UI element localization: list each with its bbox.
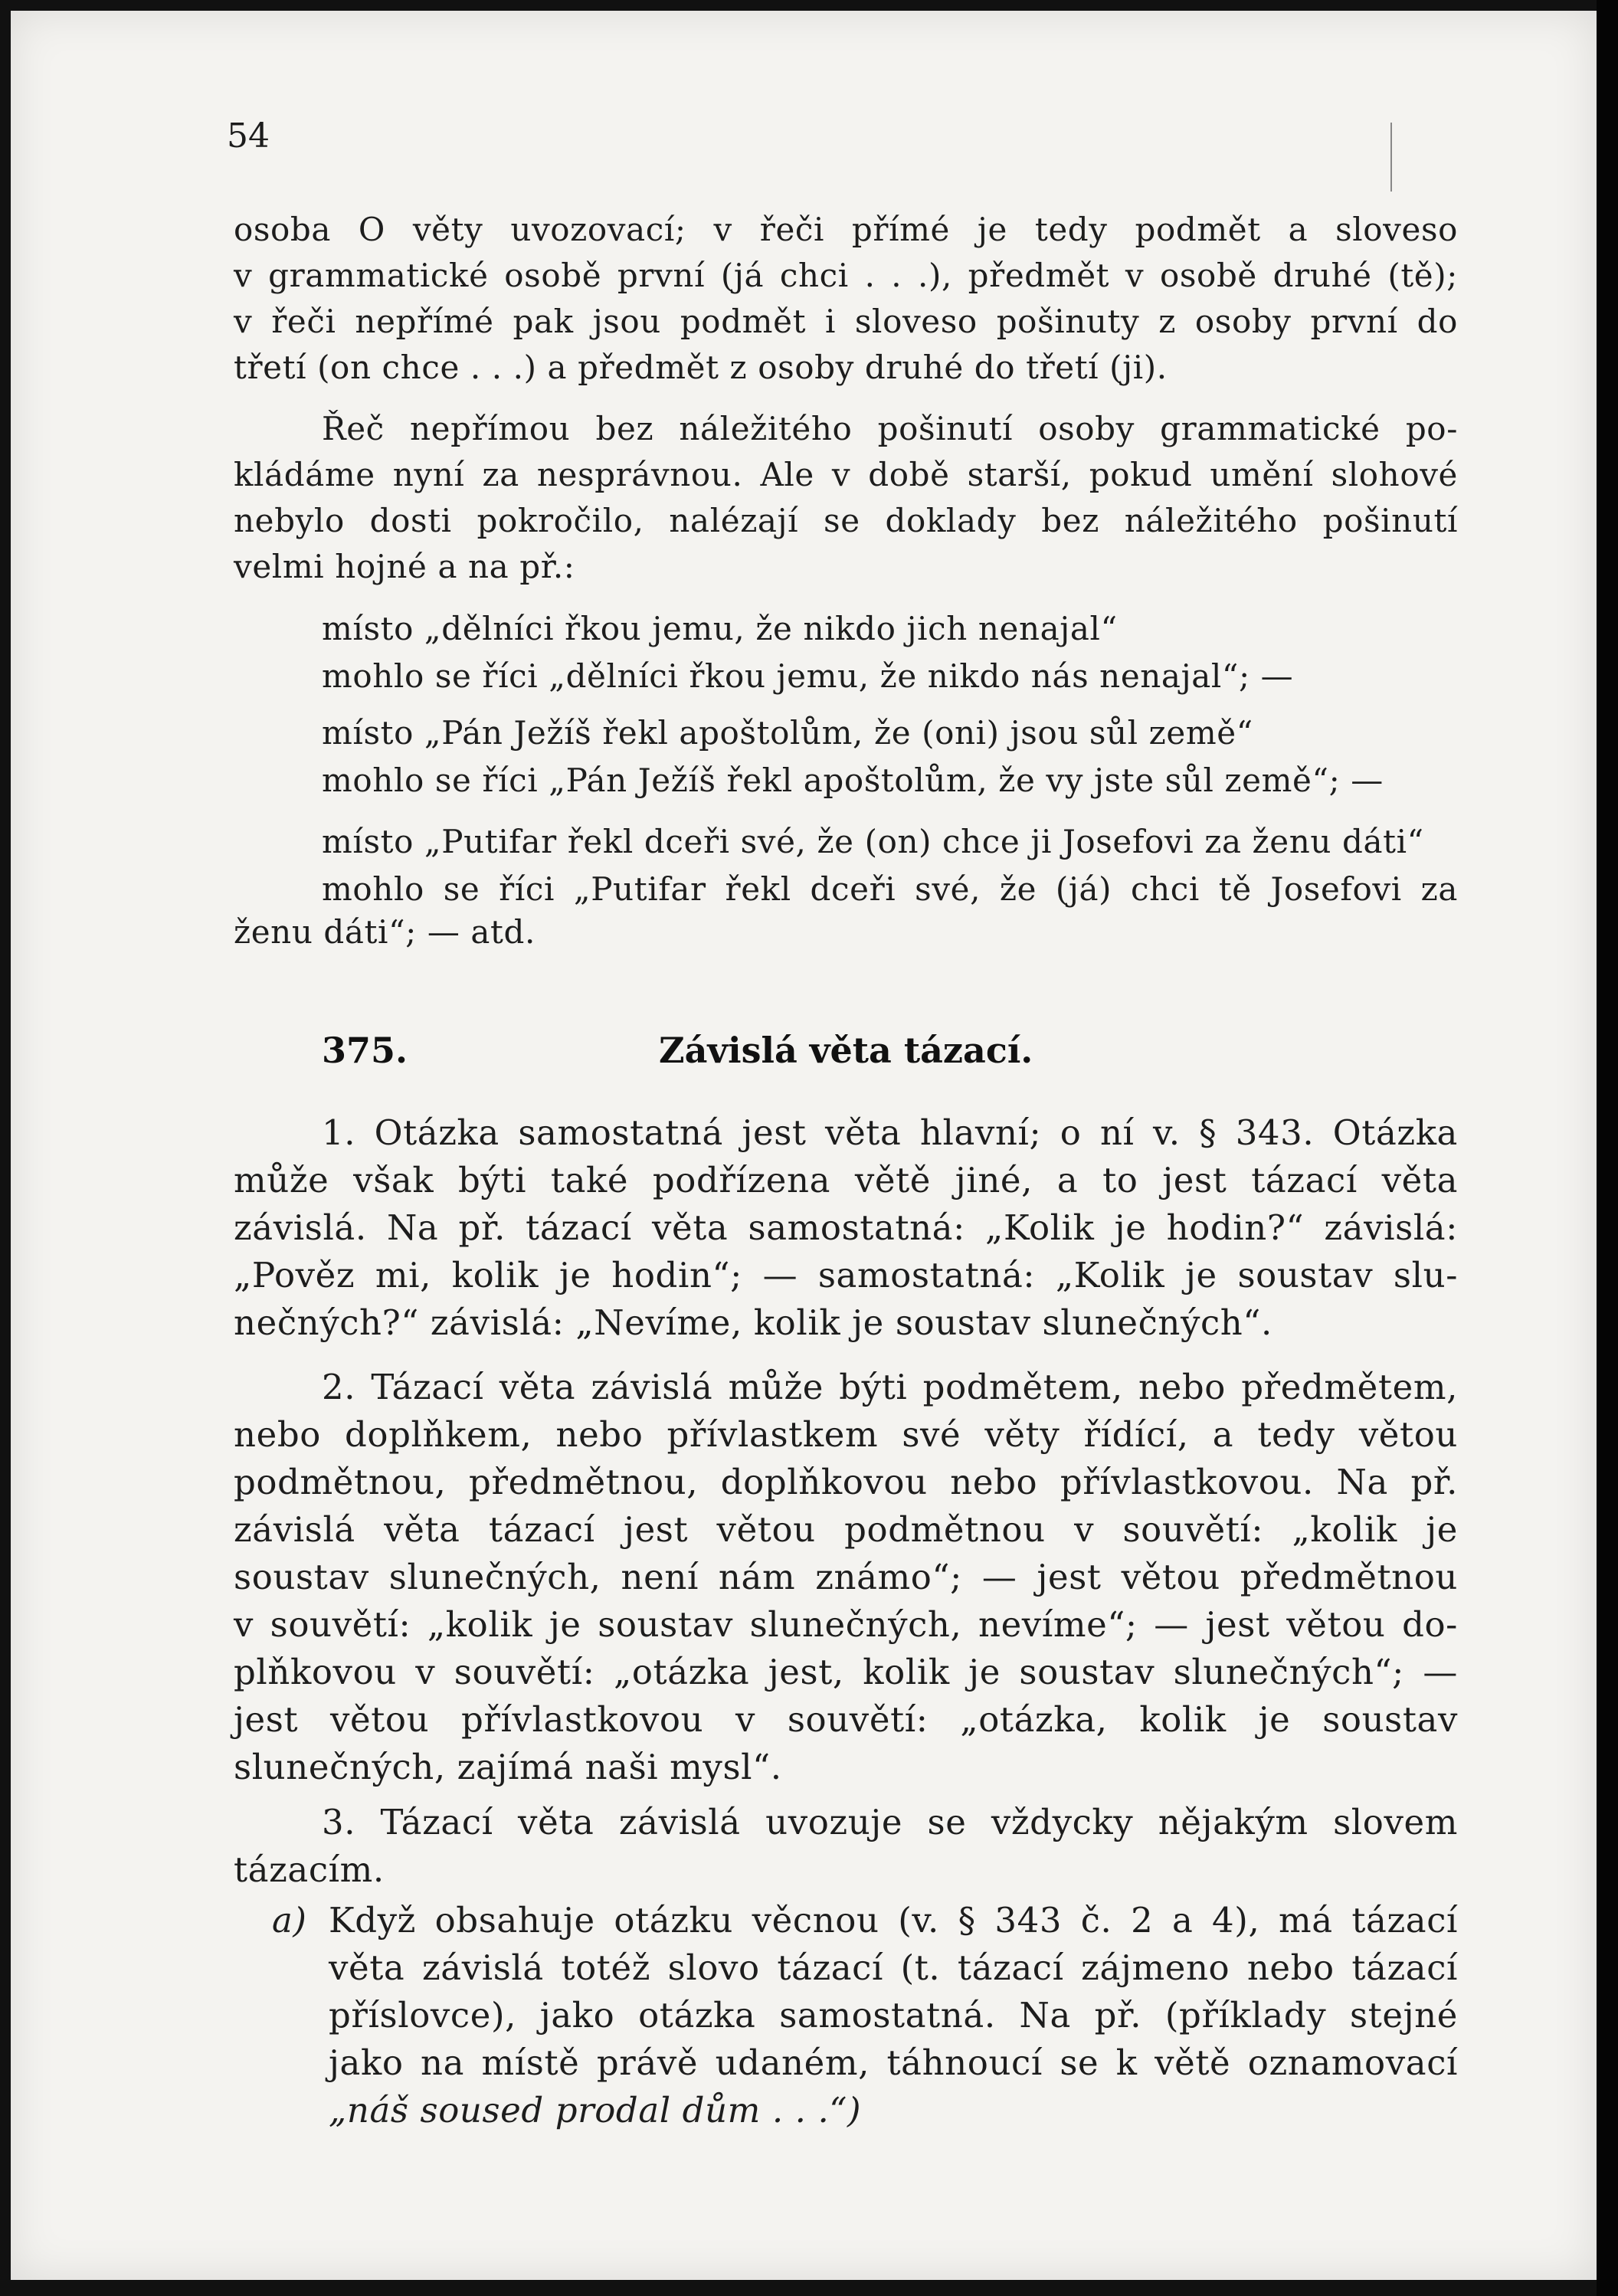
text-line: soustav slunečných, není nám známo“; — jest větou předmětnou (234, 1557, 1458, 1597)
example-1 (322, 605, 1458, 700)
text-line: závislá. Na př. tázací věta samostatná: „Kolik je hodin?“ závislá: (234, 1207, 1458, 1248)
example-line: mohlo se říci „Pán Ježíš řekl apoštolům, že vy jste sůl země“; — (322, 762, 1384, 799)
section-title: Závislá věta tázací. (659, 1030, 1033, 1071)
text-line: závislá věta tázací jest větou podmětnou v souvětí: „kolik je (234, 1509, 1458, 1550)
text-line: Řeč nepřímou bez náležitého pošinutí osoby grammatické po- (322, 410, 1458, 447)
section-paragraph-2 (234, 1364, 1458, 1791)
text-line: jest větou přívlastkovou v souvětí: „otázka, kolik je soustav (234, 1699, 1458, 1740)
text-line: nebo doplňkem, nebo přívlastkem své věty řídící, a tedy větou (234, 1414, 1458, 1455)
subpoint-marker: a) (272, 1900, 307, 1941)
margin-mark (1390, 123, 1392, 192)
paragraph-2 (234, 406, 1458, 590)
section-number: 375. (322, 1030, 408, 1071)
text-line: „náš soused prodal dům . . .“) (329, 2090, 862, 2131)
text-line: „Pověz mi, kolik je hodin“; — samostatná: „Kolik je soustav slu- (234, 1255, 1458, 1295)
text-line: věta závislá totéž slovo tázací (t. tázací zájmeno nebo tázací (329, 1947, 1458, 1988)
example-3 (322, 818, 1458, 913)
text-line: příslovce), jako otázka samostatná. Na př. (příklady stejné (329, 1995, 1458, 2036)
text-line: v grammatické osobě první (já chci . . .), předmět v osobě druhé (tě); (234, 257, 1458, 294)
text-line: 3. Tázací věta závislá uvozuje se vždycky nějakým slovem (322, 1802, 1458, 1842)
example-line: místo „Pán Ježíš řekl apoštolům, že (oni) jsou sůl země“ (322, 714, 1253, 752)
text-line: kládáme nyní za nesprávnou. Ale v době starší, pokud umění slohové (234, 456, 1458, 493)
text-line: jako na místě právě udaném, táhnoucí se k větě oznamovací (329, 2042, 1458, 2083)
text-line: může však býti také podřízena větě jiné, a to jest tázací věta (234, 1160, 1458, 1200)
text-line: slunečných, zajímá naši mysl“. (234, 1747, 782, 1787)
example-line: ženu dáti“; — atd. (234, 913, 536, 951)
text-line: velmi hojné a na př.: (234, 548, 575, 585)
example-line: místo „Putifar řekl dceři své, že (on) chce ji Josefovi za ženu dáti“ (322, 823, 1424, 860)
text-line: tázacím. (234, 1849, 385, 1890)
scan-edge (1597, 0, 1618, 2296)
text-line: 1. Otázka samostatná jest věta hlavní; o ní v. § 343. Otázka (322, 1112, 1458, 1153)
text-line: nebylo dosti pokročilo, nalézají se doklady bez náležitého pošinutí (234, 502, 1458, 539)
paragraph-1 (234, 207, 1458, 391)
text-line: v řeči nepřímé pak jsou podmět i sloveso pošinuty z osoby první do (234, 303, 1458, 340)
text-line: Když obsahuje otázku věcnou (v. § 343 č. 2 a 4), má tázací (329, 1900, 1458, 1941)
text-line: třetí (on chce . . .) a předmět z osoby druhé do třetí (ji). (234, 349, 1168, 386)
text-line: 2. Tázací věta závislá může býti podmětem, nebo předmětem, (322, 1367, 1458, 1407)
example-line: mohlo se říci „Putifar řekl dceři své, že (já) chci tě Josefovi za (322, 870, 1458, 908)
section-paragraph-1 (234, 1109, 1458, 1347)
text-line: osoba O věty uvozovací; v řeči přímé je tedy podmět a sloveso (234, 211, 1458, 248)
text-line: v souvětí: „kolik je soustav slunečných, nevíme“; — jest větou do- (234, 1604, 1458, 1645)
text-line: plňkovou v souvětí: „otázka jest, kolik je soustav slunečných“; — (234, 1652, 1458, 1692)
text-line: nečných?“ závislá: „Nevíme, kolik je soustav slunečných“. (234, 1302, 1272, 1343)
page-number: 54 (227, 116, 270, 156)
example-line: místo „dělníci řkou jemu, že nikdo jich nenajal“ (322, 610, 1118, 647)
example-2 (322, 709, 1458, 804)
text-line: podmětnou, předmětnou, doplňkovou nebo přívlastkovou. Na př. (234, 1462, 1458, 1502)
example-line: mohlo se říci „dělníci řkou jemu, že nikdo nás nenajal“; — (322, 657, 1294, 695)
section-paragraph-3 (234, 1799, 1458, 1894)
subpoint-a (234, 1897, 1458, 2134)
